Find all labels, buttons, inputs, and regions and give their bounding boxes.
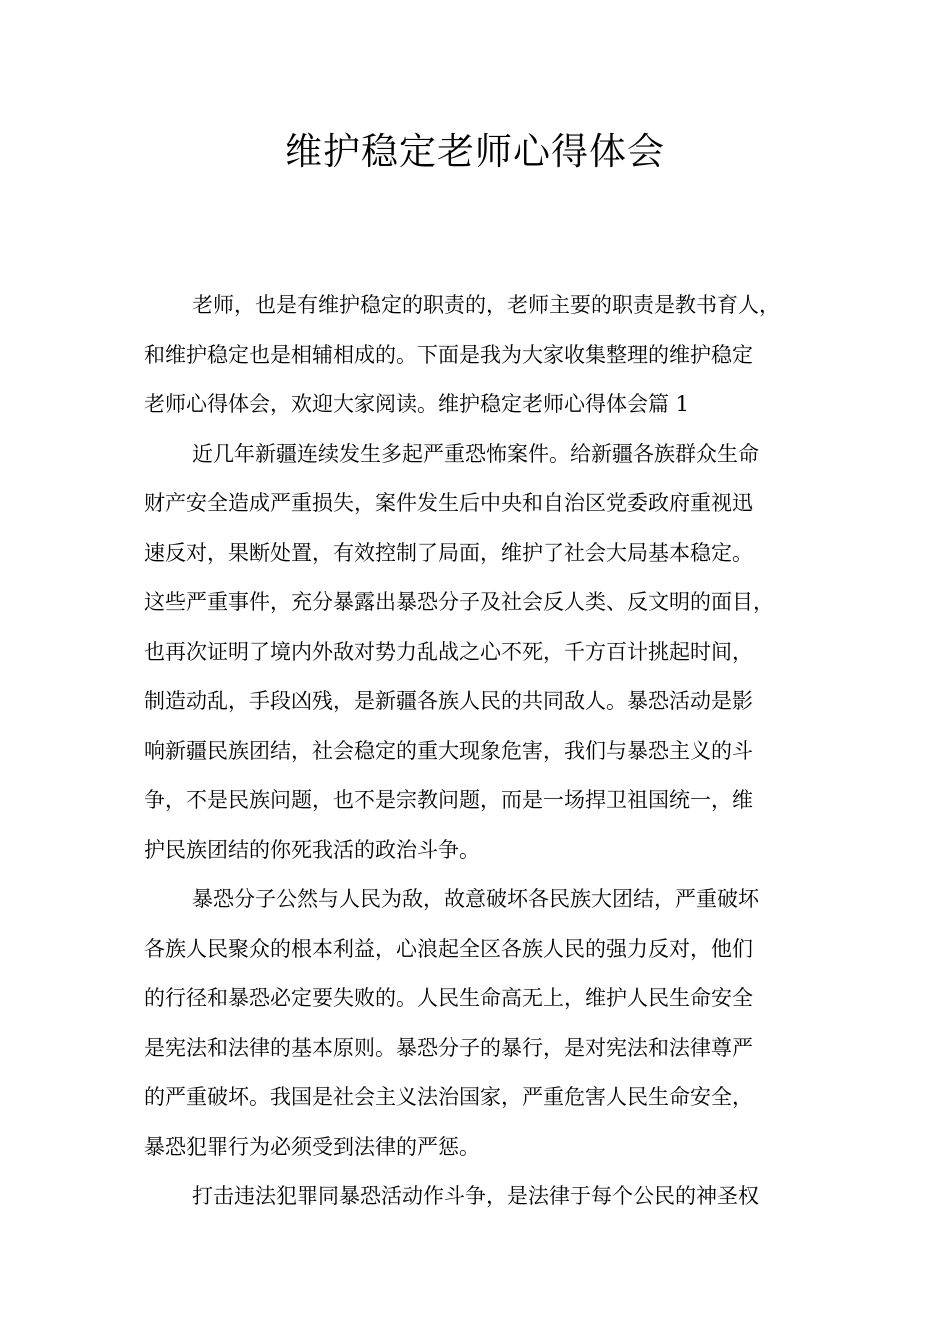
document-body [144, 281, 824, 1222]
text-line: 暴恐分子公然与人民为敌，故意破坏各民族大团结，严重破坏 [192, 887, 759, 911]
text-line: 暴恐犯罪行为必须受到法律的严惩。 [144, 1134, 480, 1159]
text-line: 的严重破坏。我国是社会主义法治国家，严重危害人民生命安全， [144, 1085, 753, 1109]
text-line: 护民族团结的你死我活的政治斗争。 [144, 837, 480, 862]
text-line: 的行径和暴恐必定要失败的。人民生命高无上，维护人民生命安全 [144, 986, 753, 1010]
text-line: 也再次证明了境内外敌对势力乱战之心不死，千方百计挑起时间， [144, 639, 753, 664]
text-line: 财产安全造成严重损失，案件发生后中央和自治区党委政府重视迅 [144, 491, 753, 515]
text-line: 制造动乱，手段凶残，是新疆各族人民的共同敌人。暴恐活动是影 [144, 689, 753, 713]
text-line: 争，不是民族问题，也不是宗教问题，而是一场捍卫祖国统一，维 [144, 788, 753, 812]
document-title: 维护稳定老师心得体会 [285, 130, 665, 173]
paragraph-3 [144, 875, 824, 1172]
text-line: 老师心得体会，欢迎大家阅读。维护稳定老师心得体会篇 1 [144, 392, 690, 416]
text-line: 各族人民聚众的根本利益，心浪起全区各族人民的强力反对，他们 [144, 936, 753, 961]
text-line: 速反对，果断处置，有效控制了局面，维护了社会大局基本稳定。 [144, 540, 753, 565]
paragraph-2 [144, 430, 824, 876]
text-line: 老师，也是有维护稳定的职责的，老师主要的职责是教书育人， [192, 293, 780, 317]
text-line: 近几年新疆连续发生多起严重恐怖案件。给新疆各族群众生命 [192, 441, 759, 466]
text-line: 和维护稳定也是相辅相成的。下面是我为大家收集整理的维护稳定 [144, 342, 753, 367]
text-line: 打击违法犯罪同暴恐活动作斗争，是法律于每个公民的神圣权 [192, 1184, 759, 1208]
text-line: 是宪法和法律的基本原则。暴恐分子的暴行，是对宪法和法律尊严 [144, 1035, 753, 1060]
text-line: 这些严重事件，充分暴露出暴恐分子及社会反人类、反文明的面目， [144, 590, 774, 614]
paragraph-1 [144, 281, 824, 430]
text-line: 响新疆民族团结，社会稳定的重大现象危害，我们与暴恐主义的斗 [144, 738, 753, 763]
paragraph-4 [144, 1172, 824, 1222]
